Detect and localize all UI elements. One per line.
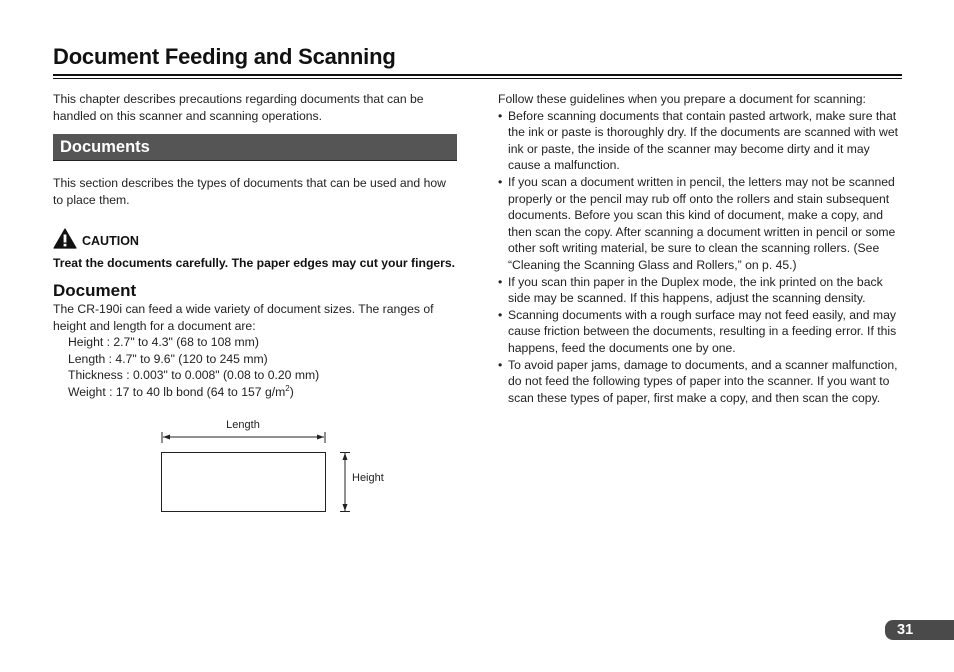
spec-thickness: Thickness : 0.003" to 0.008" (0.08 to 0.20 mm)	[68, 368, 320, 383]
bullet-icon: •	[498, 274, 503, 289]
list-item	[498, 174, 903, 274]
left-column	[53, 91, 457, 401]
spec-weight-text: Weight : 17 to 40 lb bond (64 to 157 g/m	[68, 384, 286, 399]
page-number: 31	[885, 620, 954, 640]
right-column	[498, 91, 903, 406]
title-rule-thin	[53, 78, 902, 79]
document-outline	[162, 453, 326, 512]
spec-weight	[68, 384, 457, 401]
bullet-icon: •	[498, 108, 503, 123]
guidelines-intro: Follow these guidelines when you prepare a document for scanning:	[498, 92, 866, 106]
title-rule	[53, 74, 902, 76]
list-item	[498, 357, 903, 407]
list-item-text: To avoid paper jams, damage to documents, and a scanner malfunction, do not feed the following types of paper into the scanner. If you want to scan these types of paper, first make a copy, and then scan the copy.	[508, 357, 898, 405]
height-label: Height	[352, 472, 384, 484]
list-item-text: If you scan a document written in pencil, the letters may not be scanned properly or the pencil may rub off onto the rollers and stain subsequent documents. Before you scan this kind of document, make a copy, and then scan the copy. After scanning a document written in pencil or some other soft writing material, be sure to clean the scanning rollers. (See “Cleaning the Scanning Glass and Rollers,” on p. 45.)	[508, 174, 896, 272]
list-item-text: Scanning documents with a rough surface may not feed easily, and may cause friction between the documents, resulting in a feeding error. If this happens, feed the documents one by one.	[508, 307, 897, 355]
caution-header	[53, 228, 457, 249]
bullet-icon: •	[498, 174, 503, 189]
document-size-diagram	[148, 415, 408, 520]
bullet-icon: •	[498, 307, 503, 322]
guidelines-list	[498, 108, 903, 407]
caution-label: CAUTION	[82, 233, 139, 248]
document-heading: Document	[53, 281, 137, 301]
spec-weight-close: )	[289, 384, 294, 399]
bullet-icon: •	[498, 357, 503, 372]
list-item	[498, 108, 903, 174]
list-item-text: If you scan thin paper in the Duplex mode, the ink printed on the back side may be scanned. If this happens, adjust the scanning density.	[508, 274, 883, 306]
length-label: Length	[226, 419, 260, 431]
page-title: Document Feeding and Scanning	[53, 44, 396, 69]
section-header-documents: Documents	[53, 134, 457, 161]
length-dimension-arrow	[162, 432, 325, 443]
caution-text: Treat the documents carefully. The paper edges may cut your fingers.	[53, 256, 456, 271]
spec-weight-superscript: 2	[285, 383, 290, 393]
warning-icon	[53, 228, 77, 249]
list-item	[498, 307, 903, 357]
chapter-intro: This chapter describes precautions regarding documents that can be handled on this scanner and scanning operations.	[53, 92, 424, 123]
spec-list	[53, 334, 457, 400]
section-intro: This section describes the types of documents that can be used and how to place them.	[53, 176, 446, 207]
height-dimension-arrow	[340, 453, 350, 512]
spec-height: Height : 2.7" to 4.3" (68 to 108 mm)	[68, 335, 259, 350]
list-item-text: Before scanning documents that contain pasted artwork, make sure that the ink or paste is thoroughly dry. If the documents are scanned with wet ink or paste, the inside of the scanner may become dirty and it may cause a malfunction.	[508, 108, 898, 173]
list-item	[498, 274, 903, 307]
document-intro: The CR-190i can feed a wide variety of document sizes. The ranges of height and length for a document are:	[53, 301, 434, 333]
spec-length: Length : 4.7" to 9.6" (120 to 245 mm)	[68, 351, 268, 366]
